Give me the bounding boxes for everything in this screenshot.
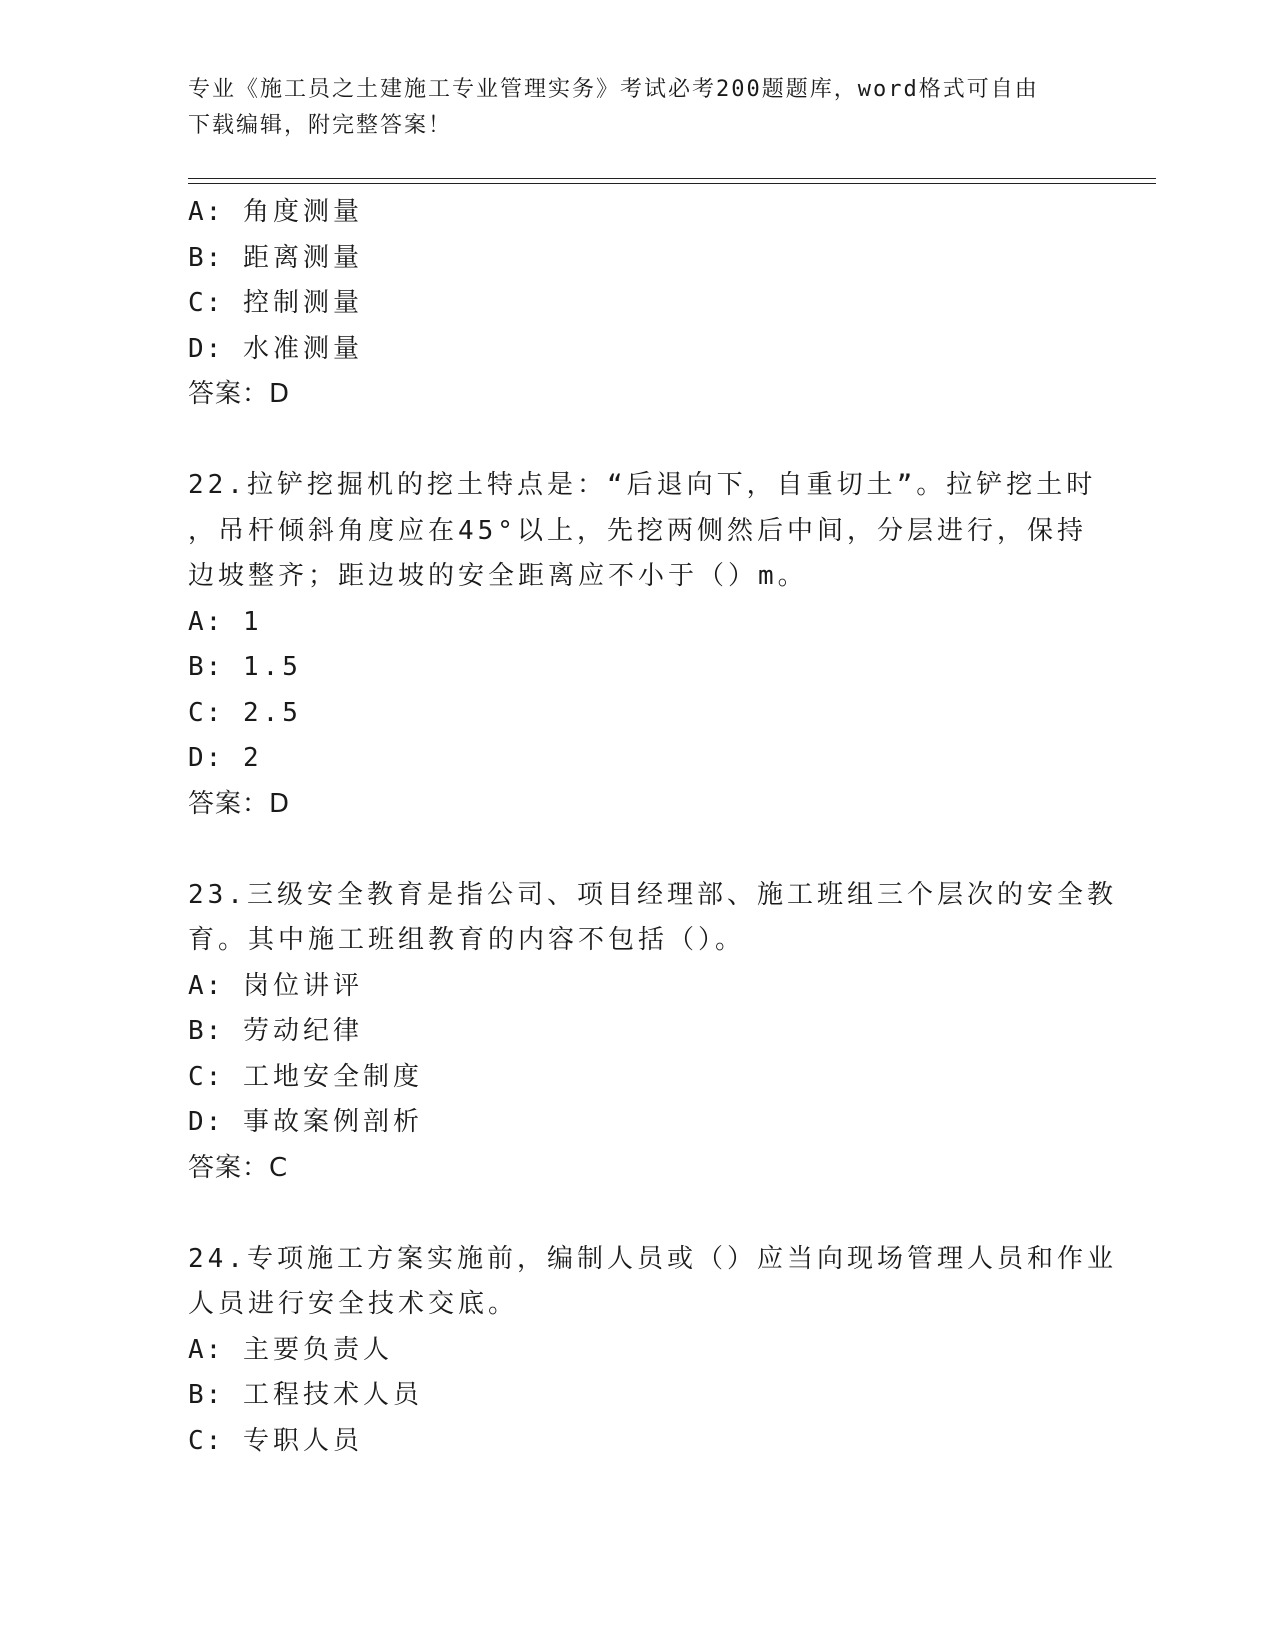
option-c: C: 工地安全制度 <box>188 1061 423 1092</box>
question-text-line: 人员进行安全技术交底。 <box>188 1289 519 1319</box>
option-b: B: 距离测量 <box>188 242 363 273</box>
spacer <box>188 827 1088 873</box>
option-b: B: 1.5 <box>188 652 302 682</box>
option-b: B: 工程技术人员 <box>188 1380 423 1410</box>
answer-line: 答案：C <box>188 1152 289 1183</box>
question-text-line: ，吊杆倾斜角度应在45°以上，先挖两侧然后中间，分层进行，保持 <box>188 515 1087 546</box>
option-d: D: 2 <box>188 743 263 773</box>
option-a: A: 1 <box>188 606 263 637</box>
header-line-2: 下载编辑，附完整答案！ <box>188 113 453 138</box>
option-b: B: 劳动纪律 <box>188 1016 363 1046</box>
answer-line: 答案：D <box>188 788 291 819</box>
question-block-21-continued <box>188 190 1088 418</box>
question-text-line: 24.专项施工方案实施前，编制人员或（）应当向现场管理人员和作业 <box>188 1243 1117 1274</box>
question-block-23 <box>188 873 1117 1192</box>
option-d: D: 水准测量 <box>188 333 363 364</box>
question-list <box>188 190 1117 1464</box>
spacer <box>188 1191 1088 1237</box>
option-a: A: 主要负责人 <box>188 1334 393 1365</box>
question-text-line: 22.拉铲挖掘机的挖土特点是：“后退向下，自重切土”。拉铲挖土时 <box>188 470 1097 500</box>
answer-line: 答案：D <box>188 379 291 409</box>
question-block-24 <box>188 1237 1117 1465</box>
header-divider-bottom <box>188 183 1156 184</box>
option-c: C: 专职人员 <box>188 1425 363 1456</box>
header-divider-top <box>188 178 1156 179</box>
question-block-22 <box>188 463 1097 827</box>
question-text-line: 23.三级安全教育是指公司、项目经理部、施工班组三个层次的安全教 <box>188 879 1117 910</box>
option-d: D: 事故案例剖析 <box>188 1107 423 1137</box>
option-c: C: 控制测量 <box>188 288 363 318</box>
option-a: A: 角度测量 <box>188 197 363 227</box>
option-a: A: 岗位讲评 <box>188 970 363 1001</box>
question-text-line: 边坡整齐；距边坡的安全距离应不小于（）m。 <box>188 561 808 591</box>
document-header <box>188 72 1068 144</box>
option-c: C: 2.5 <box>188 697 302 728</box>
header-line-1: 专业《施工员之土建施工专业管理实务》考试必考200题题库，word格式可自由 <box>188 77 1039 102</box>
spacer <box>188 418 1088 464</box>
question-text-line: 育。其中施工班组教育的内容不包括（）。 <box>188 925 746 955</box>
